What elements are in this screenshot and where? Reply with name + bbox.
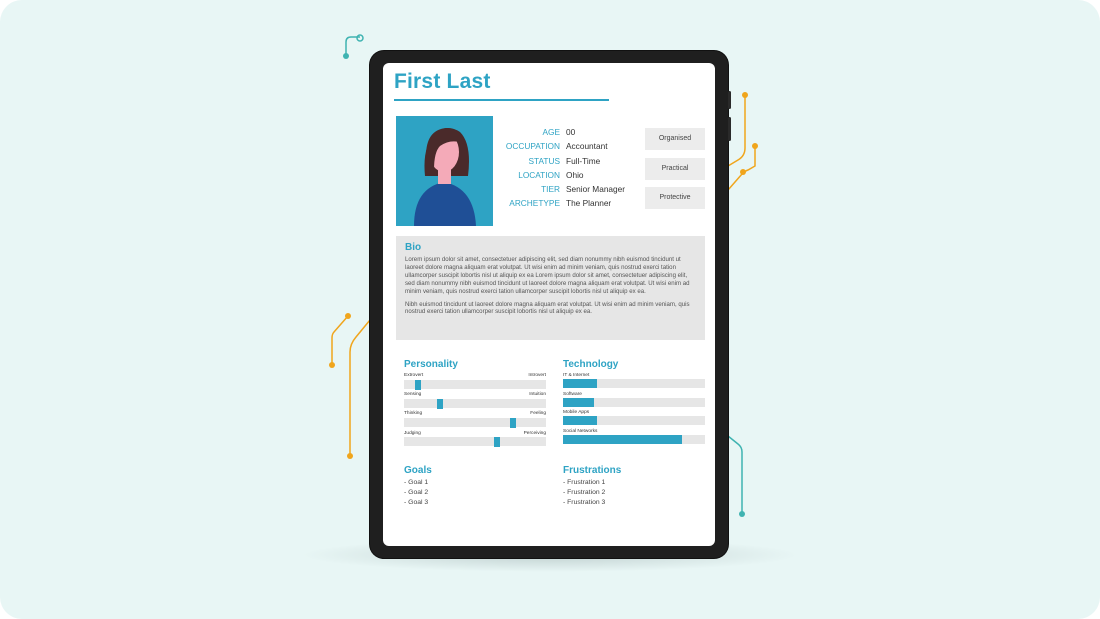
fact-value: Full-Time (566, 155, 601, 166)
fact-row-tier (495, 182, 645, 196)
trait-slider (404, 392, 546, 411)
trait-tag: Practical (645, 158, 705, 180)
frustrations-title: Frustrations (563, 465, 622, 476)
tech-label: IT & Internet (563, 373, 590, 378)
persona-name: First Last (394, 70, 491, 93)
fact-value: 00 (566, 127, 576, 137)
trait-track (404, 380, 546, 389)
trait-slider (404, 431, 546, 450)
trait-marker (415, 380, 421, 390)
fact-value: Ohio (566, 169, 584, 180)
fact-label: LOCATION (518, 169, 560, 180)
fact-value: Accountant (566, 141, 608, 152)
tech-fill (563, 398, 594, 407)
goals-list (404, 478, 428, 508)
tablet-screen (383, 63, 715, 546)
fact-row-occupation (495, 139, 645, 153)
trait-marker (510, 418, 516, 428)
trait-marker (494, 437, 500, 447)
bio-title: Bio (405, 242, 422, 253)
fact-row-status (495, 154, 645, 168)
list-item: - Goal 3 (404, 499, 429, 506)
tablet-device (370, 51, 728, 558)
list-item: - Goal 1 (404, 479, 429, 486)
name-underline (394, 99, 609, 101)
tech-bar (563, 373, 705, 392)
frustrations-list (563, 478, 605, 508)
tech-label: Social Networks (563, 428, 598, 434)
list-item: - Goal 2 (404, 489, 429, 496)
trait-left-label: Sensing (404, 392, 422, 398)
tech-bar (563, 429, 705, 448)
list-item: - Frustration 3 (563, 499, 606, 506)
fact-row-location (495, 168, 645, 182)
fact-label: TIER (541, 184, 560, 195)
bio-paragraph: Nibh euismod tincidunt ut laoreet dolore magna aliquam erat volutpat. Ut wisi enim ad minim veniam, quis nostrud exerci tation ullamcorper suscipit lobortis nisl ut aliquip ex ea. (405, 300, 690, 316)
tech-fill (563, 379, 597, 388)
trait-left-label: Judging (404, 430, 421, 436)
tech-label: Mobile Apps (563, 410, 590, 416)
bio-text (405, 256, 697, 321)
personality-title: Personality (404, 359, 458, 370)
trait-track (404, 418, 546, 427)
tablet-volume-button (728, 117, 731, 141)
trait-slider (404, 411, 546, 430)
fact-value: Senior Manager (566, 184, 626, 195)
list-item: - Frustration 2 (563, 489, 606, 496)
trait-left-label: Extrovert (404, 373, 424, 378)
trait-tag: Protective (645, 187, 705, 209)
trait-left-label: Thinking (404, 411, 423, 417)
trait-tag: Organised (645, 128, 705, 150)
avatar-person-icon (396, 116, 493, 226)
personality-sliders (404, 373, 546, 450)
trait-track (404, 399, 546, 408)
bio-paragraph: Lorem ipsum dolor sit amet, consectetuer adipiscing elit, sed diam nonummy nibh euismod tincidunt ut laoreet dolore magna aliquam erat volutpat. Ut wisi enim ad minim veniam, quis nostrud exerci tation ullamcorper suscipit lobortis nisl ut aliquip ex ea Lorem ipsum dolor sit amet, consectetuer adipiscing elit, sed diam nonummy nibh euismod tincidunt ut laoreet dolore magna aliquam erat volutpat. Ut wisi enim ad minim veniam, quis nostrud exerci tation ullamcorper suscipit lobortis nisl ut aliquip ex ea. (405, 256, 690, 295)
trait-right-label: Feeling (530, 411, 546, 417)
trait-slider (404, 373, 546, 392)
fact-label: OCCUPATION (505, 141, 560, 152)
list-item: - Frustration 1 (563, 479, 606, 486)
trait-track (404, 437, 546, 446)
tech-bar (563, 410, 705, 429)
tech-label: Software (563, 391, 582, 397)
trait-marker (437, 399, 443, 409)
fact-value: The Planner (566, 198, 612, 209)
trait-right-label: Introvert (528, 373, 546, 378)
technology-title: Technology (563, 359, 619, 370)
fact-row-age (495, 125, 645, 139)
trait-right-label: Intuition (529, 392, 546, 398)
tech-fill (563, 435, 682, 444)
fact-row-archetype (495, 196, 645, 210)
fact-label: AGE (542, 127, 560, 137)
fact-label: ARCHETYPE (509, 198, 560, 209)
technology-bars (563, 373, 705, 447)
tablet-side-button (728, 91, 731, 109)
persona-facts (495, 125, 645, 211)
trait-right-label: Perceiving (523, 430, 546, 436)
persona-tags (645, 128, 705, 217)
tech-bar (563, 392, 705, 411)
fact-label: STATUS (528, 155, 560, 166)
goals-title: Goals (404, 465, 432, 476)
bio-panel (396, 236, 705, 340)
avatar (396, 116, 493, 226)
tech-fill (563, 416, 597, 425)
